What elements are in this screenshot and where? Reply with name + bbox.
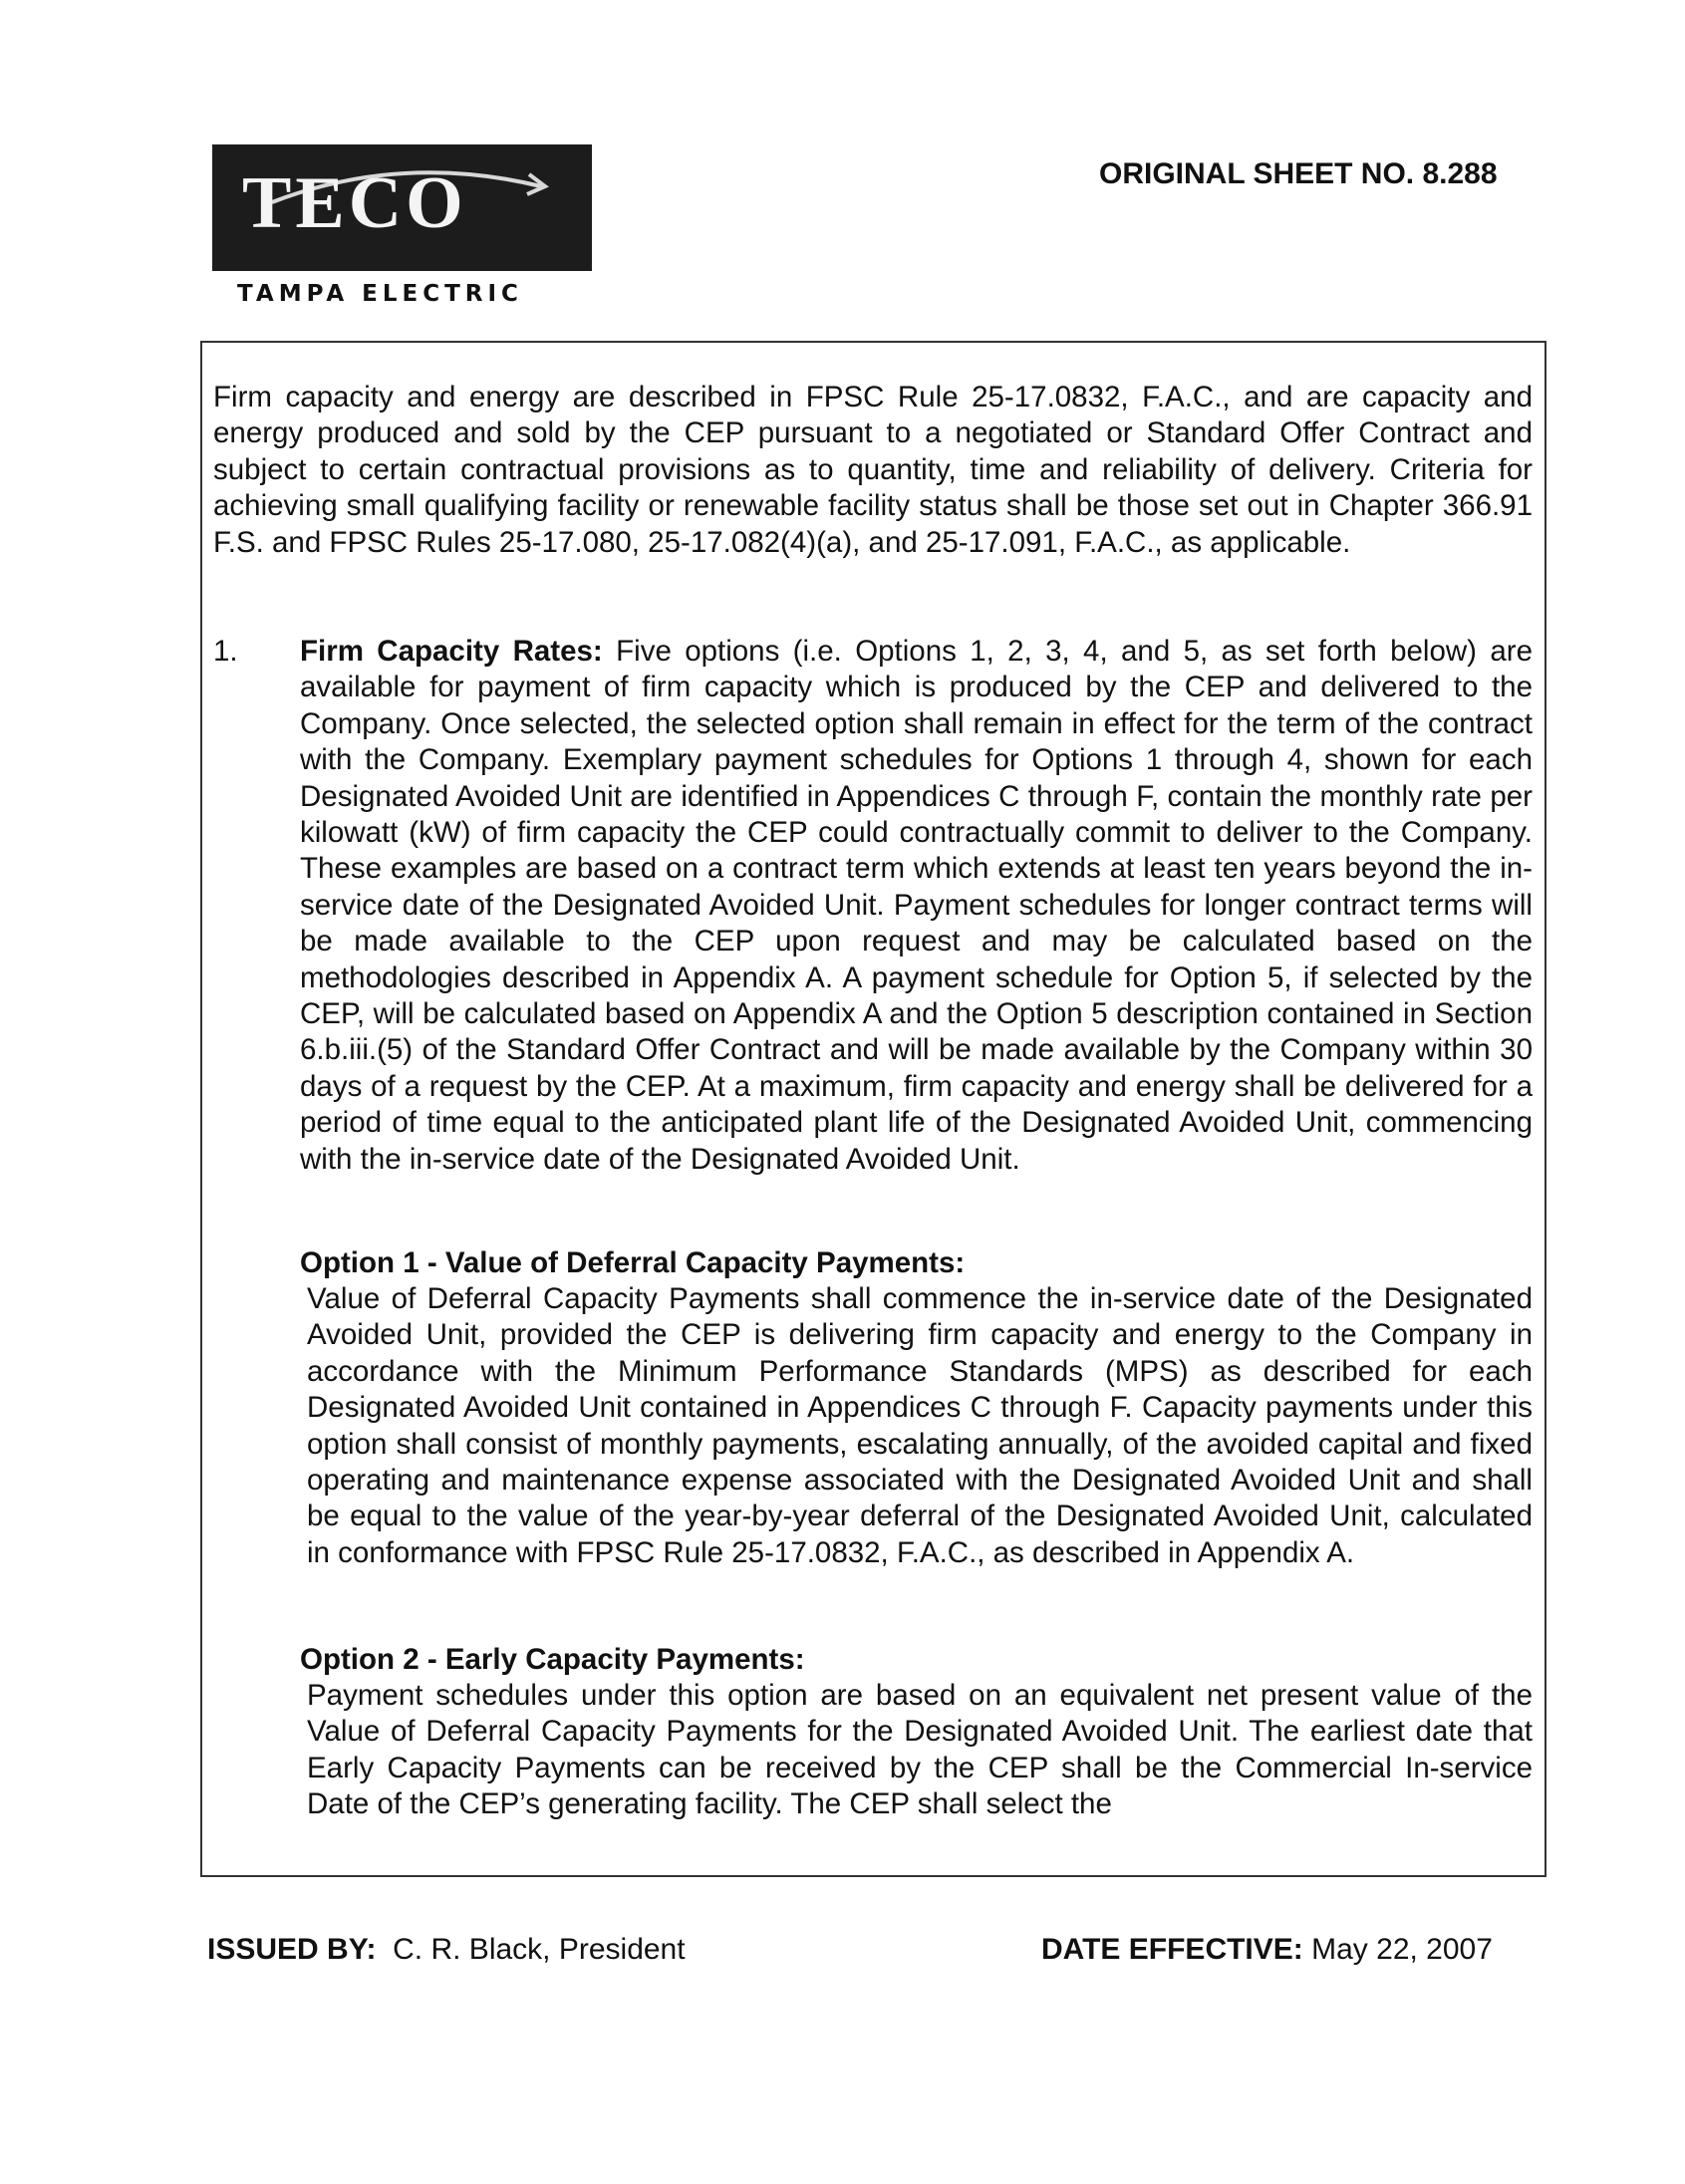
effective-label: DATE EFFECTIVE:: [1041, 1933, 1303, 1966]
date-effective: [1041, 1933, 1493, 1967]
issued-label: ISSUED BY:: [207, 1933, 377, 1966]
item-1-number: 1.: [213, 635, 238, 668]
intro-paragraph: Firm capacity and energy are described in FPSC Rule 25-17.0832, F.A.C., and are capacity and energy produced and sold by the CEP pursuant to a negotiated or Standard Offer Contract and subject to certain contractual provisions as to quantity, time and reliability of delivery. Criteria for achieving small qualifying facility or renewable facility status shall be those set out in Chapter 366.91 F.S. and FPSC Rules 25-17.080, 25-17.082(4)(a), and 25-17.091, F.A.C., as applicable.: [213, 381, 1533, 559]
option-2-text: Payment schedules under this option are based on an equivalent net present value of the Value of Deferral Capacity Payments for the Designated Avoided Unit. The earliest date that Early Capacity Payments can be received by the CEP shall be the Commercial In-service Date of the CEP’s generating facility. The CEP shall select the: [307, 1679, 1533, 1821]
teco-logo: [212, 144, 592, 271]
effective-value: May 22, 2007: [1311, 1933, 1493, 1966]
item-1-paragraph: [300, 634, 1533, 1178]
issued-by: [207, 1933, 686, 1967]
option-1-title: Option 1 - Value of Deferral Capacity Payments:: [300, 1246, 966, 1279]
item-1-text: Five options (i.e. Options 1, 2, 3, 4, and 5, as set forth below) are available for payment of firm capacity which is produced by the CEP and delivered to the Company. Once selected, the selected option shall remain in effect for the term of the contract with the Company. Exemplary payment schedules for Options 1 through 4, shown for each Designated Avoided Unit are identified in Appendices C through F, contain the monthly rate per kilowatt (kW) of firm capacity the CEP could contractually commit to deliver to the Company. These examples are based on a contract term which extends at least ten years beyond the in-service date of the Designated Avoided Unit. Payment schedules for longer contract terms will be made available to the CEP upon request and may be calculated based on the methodologies described in Appendix A. A payment schedule for Option 5, if selected by the CEP, will be calculated based on Appendix A and the Option 5 description contained in Section 6.b.iii.(5) of the Standard Offer Contract and will be made available by the Company within 30 days of a request by the CEP. At a maximum, firm capacity and energy shall be delivered for a period of time equal to the anticipated plant life of the Designated Avoided Unit, commencing with the in-service date of the Designated Avoided Unit.: [300, 635, 1533, 1176]
item-1-heading: Firm Capacity Rates:: [300, 635, 603, 668]
option-1-text: Value of Deferral Capacity Payments shall commence the in-service date of the Designated Avoided Unit, provided the CEP is delivering firm capacity and energy to the Company in accordance with the Minimum Performance Standards (MPS) as described for each Designated Avoided Unit contained in Appendices C through F. Capacity payments under this option shall consist of monthly payments, escalating annually, of the avoided capital and fixed operating and maintenance expense associated with the Designated Avoided Unit and shall be equal to the value of the year-by-year deferral of the Designated Avoided Unit, calculated in conformance with FPSC Rule 25-17.0832, F.A.C., as described in Appendix A.: [307, 1282, 1533, 1569]
issued-value: C. R. Black, President: [393, 1933, 686, 1966]
sheet-number: ORIGINAL SHEET NO. 8.288: [1099, 157, 1498, 190]
logo-wordmark: TECO: [242, 162, 467, 244]
option-2-title: Option 2 - Early Capacity Payments:: [300, 1643, 805, 1676]
logo-subtext: TAMPA ELECTRIC: [237, 281, 523, 307]
